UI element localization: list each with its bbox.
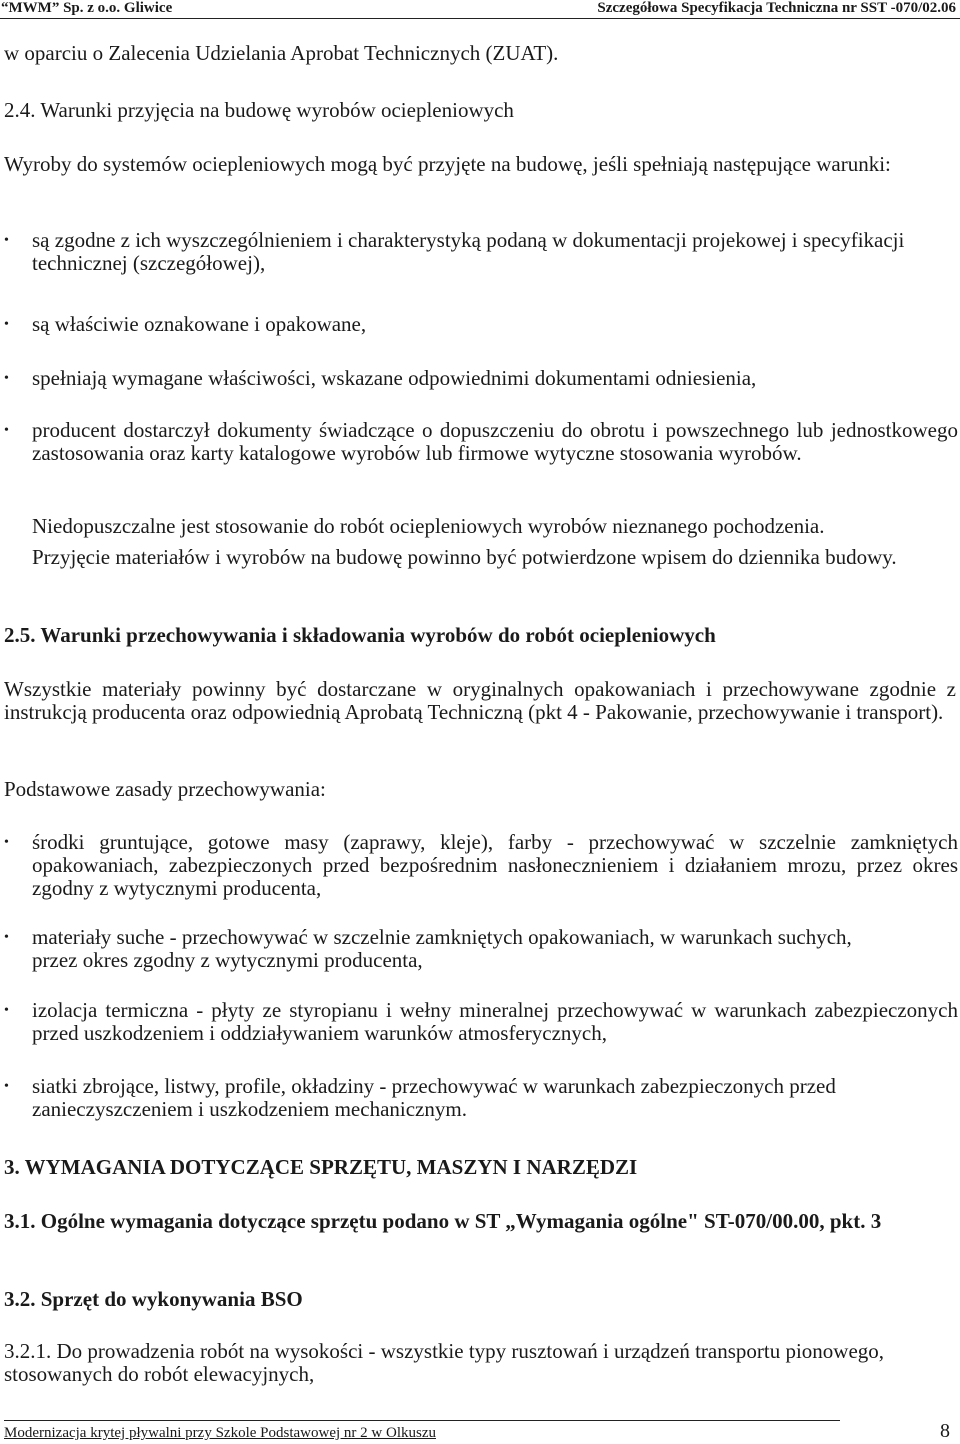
- paragraph-3-2-1: 3.2.1. Do prowadzenia robót na wysokości - wszystkie typy rusztowań i urządzeń transportu pionowego, stosowanych do robót elewacyjnych,: [4, 1339, 885, 1386]
- bullet-icon: •: [4, 317, 9, 332]
- paragraph-niedopuszczalne: Niedopuszczalne jest stosowanie do robót ociepleniowych wyrobów nieznanego pochodzenia.: [32, 514, 825, 538]
- paragraph-przyjecie: Przyjęcie materiałów i wyrobów na budowę powinno być potwierdzone wpisem do dziennika budowy.: [32, 545, 897, 569]
- footer-divider: [4, 1420, 840, 1421]
- list-item-warunki-4: producent dostarczył dokumenty świadczące o dopuszczeniu do obrotu i powszechnego lub jednostkowego zastosowania oraz karty katalogowe wyrobów lub firmowe wytyczne stosowania wyrobów.: [32, 418, 958, 465]
- header-spec-number: Szczegółowa Specyfikacja Techniczna nr SST -070/02.06: [597, 0, 956, 16]
- list-item-warunki-3: spełniają wymagane właściwości, wskazane odpowiednimi dokumentami odniesienia,: [32, 366, 757, 390]
- list-item-warunki-2: są właściwie oznakowane i opakowane,: [32, 312, 367, 336]
- bullet-icon: •: [4, 423, 9, 438]
- section-heading-2-5: 2.5. Warunki przechowywania i składowania wyrobów do robót ociepleniowych: [4, 623, 716, 647]
- list-item-zasady-4: siatki zbrojące, listwy, profile, okładziny - przechowywać w warunkach zabezpieczonych przed zanieczyszczeniem i uszkodzeniem mechanicznym.: [32, 1074, 836, 1121]
- paragraph-zuat: w oparciu o Zalecenia Udzielania Aprobat Technicznych (ZUAT).: [4, 41, 559, 65]
- bullet-icon: •: [4, 371, 9, 386]
- paragraph-wszystkie: Wszystkie materiały powinny być dostarczane w oryginalnych opakowaniach i przechowywane zgodnie z instrukcją producenta oraz odpowiednią Aprobatą Techniczną (pkt 4 - Pakowanie, przechowywanie i transport).: [4, 677, 956, 724]
- header-divider: [0, 18, 960, 19]
- list-item-zasady-1: środki gruntujące, gotowe masy (zaprawy, kleje), farby - przechowywać w szczelnie zamkniętych opakowaniach, zabezpieczonych przed bezpośrednim nasłonecznieniem i działaniem mrozu, przez okres zgodny z wytycznymi producenta,: [32, 830, 958, 900]
- section-heading-3-2: 3.2. Sprzęt do wykonywania BSO: [4, 1287, 303, 1311]
- list-item-warunki-1: są zgodne z ich wyszczególnieniem i charakterystyką podaną w dokumentacji projekowej i specyfikacji technicznej (szczegółowej),: [32, 228, 905, 275]
- bullet-icon: •: [4, 1079, 9, 1094]
- bullet-icon: •: [4, 930, 9, 945]
- header-company: “MWM” Sp. z o.o. Gliwice: [1, 0, 173, 16]
- footer-project-title: Modernizacja krytej pływalni przy Szkole Podstawowej nr 2 w Olkuszu: [4, 1425, 436, 1441]
- footer-page-number: 8: [940, 1420, 950, 1442]
- list-item-zasady-3: izolacja termiczna - płyty ze styropianu i wełny mineralnej przechowywać w warunkach zabezpieczonych przed uszkodzeniem i oddziaływaniem warunków atmosferycznych,: [32, 998, 958, 1045]
- section-heading-3: 3. WYMAGANIA DOTYCZĄCE SPRZĘTU, MASZYN I NARZĘDZI: [4, 1155, 638, 1179]
- bullet-icon: •: [4, 835, 9, 850]
- list-item-zasady-2: materiały suche - przechowywać w szczelnie zamkniętych opakowaniach, w warunkach suchych, przez okres zgodny z wytycznymi producenta,: [32, 925, 852, 972]
- bullet-icon: •: [4, 233, 9, 248]
- paragraph-zasady: Podstawowe zasady przechowywania:: [4, 777, 326, 801]
- section-heading-2-4: 2.4. Warunki przyjęcia na budowę wyrobów ociepleniowych: [4, 98, 514, 122]
- bullet-icon: •: [4, 1003, 9, 1018]
- section-heading-3-1: 3.1. Ogólne wymagania dotyczące sprzętu podano w ST „Wymagania ogólne" ST-070/00.00, pkt. 3: [4, 1209, 882, 1233]
- paragraph-wyroby: Wyroby do systemów ociepleniowych mogą być przyjęte na budowę, jeśli spełniają następujące warunki:: [4, 152, 891, 176]
